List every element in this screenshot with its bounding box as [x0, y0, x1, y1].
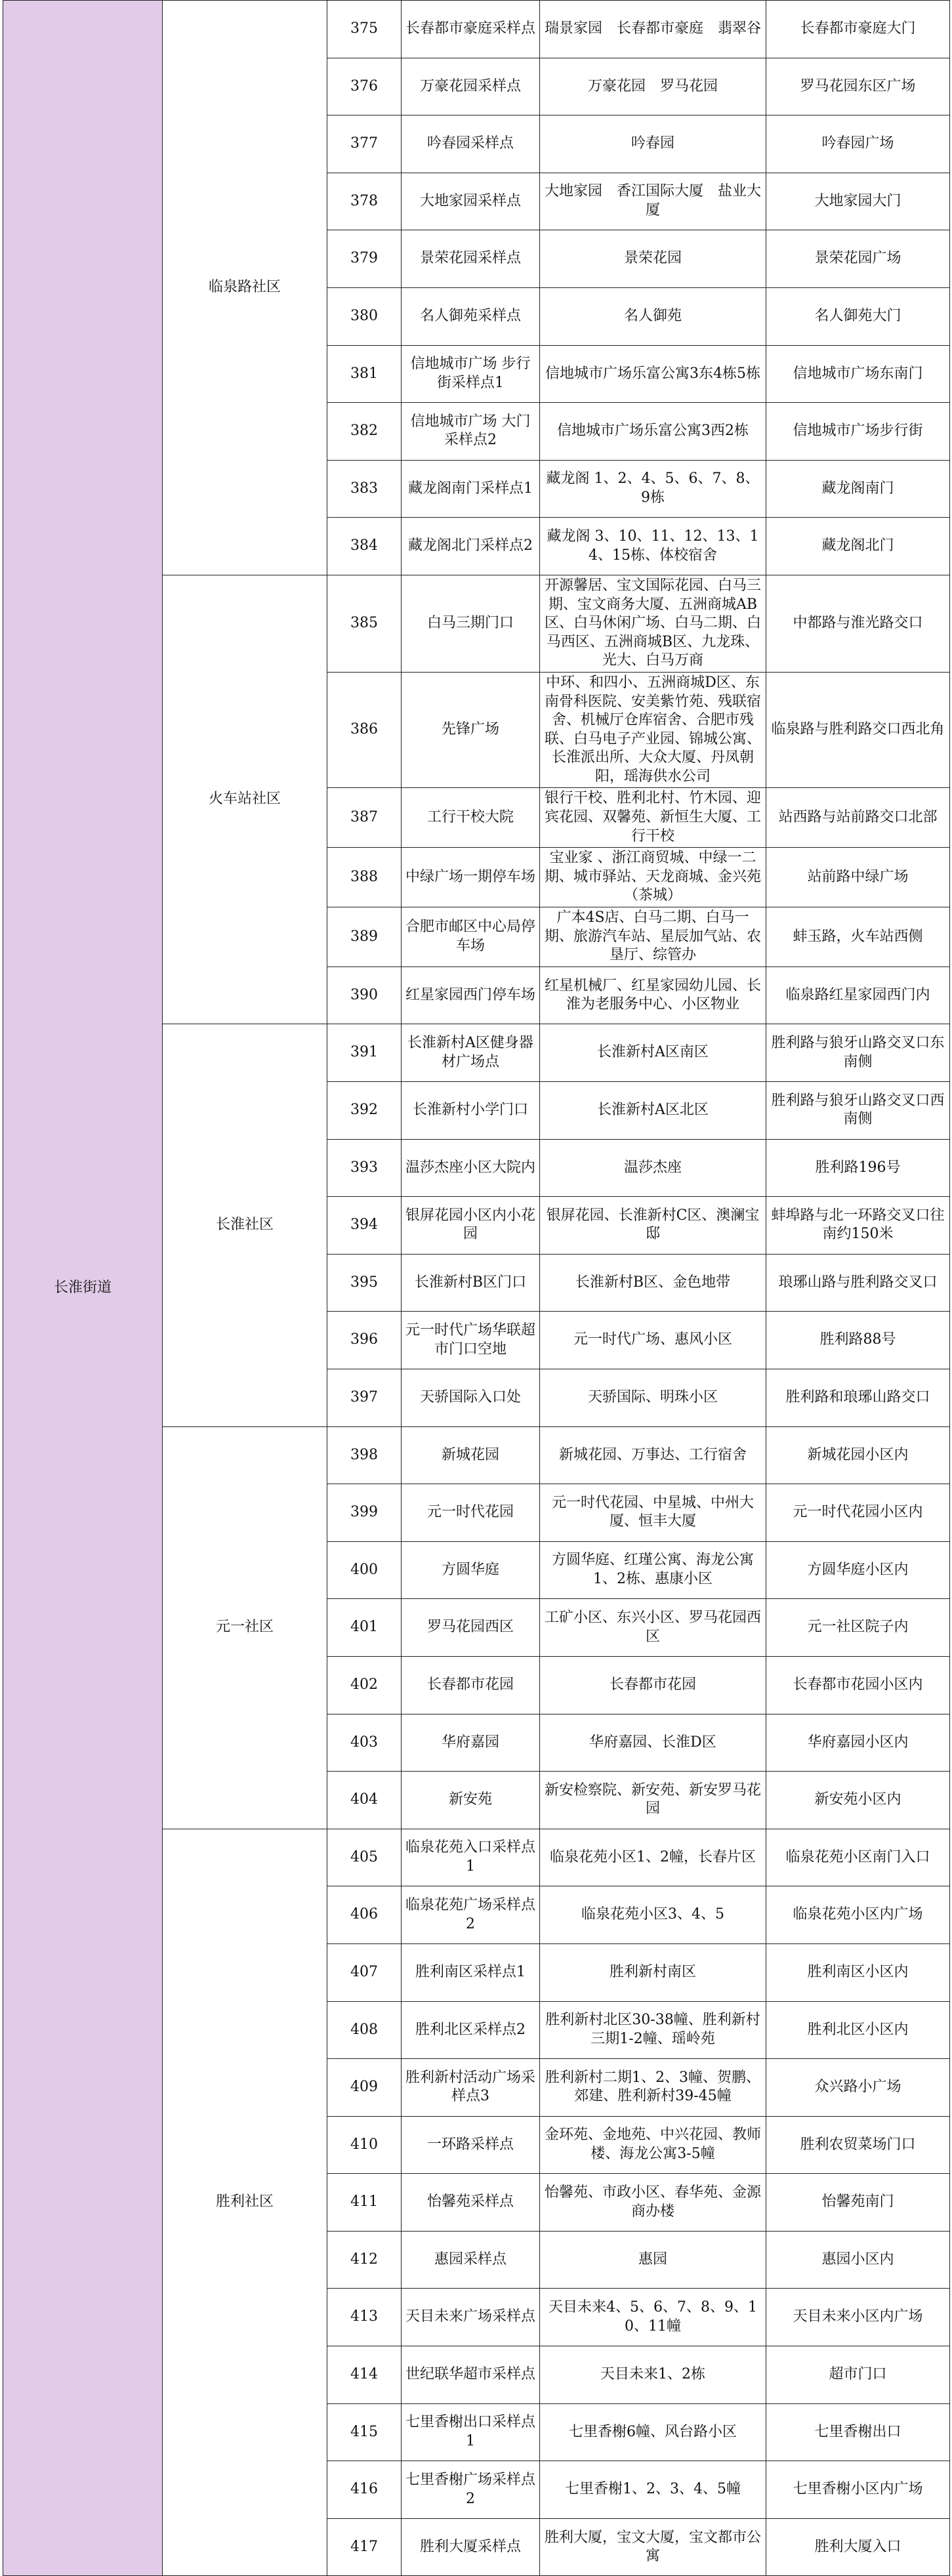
street-name-cell: 长淮街道	[3, 1, 163, 2576]
location-cell: 临泉花苑小区内广场	[766, 1886, 950, 1944]
row-number-cell: 413	[327, 2289, 402, 2346]
table-row	[3, 1, 950, 58]
location-cell: 长春都市花园小区内	[766, 1656, 950, 1714]
covered-area-cell: 万豪花园 罗马花园	[540, 58, 766, 115]
sampling-site-cell: 罗马花园西区	[402, 1599, 540, 1657]
sampling-site-cell: 景荣花园采样点	[402, 230, 540, 288]
row-number-cell: 377	[327, 115, 402, 173]
row-number-cell: 393	[327, 1139, 402, 1197]
row-number-cell: 398	[327, 1426, 402, 1484]
sampling-site-cell: 世纪联华超市采样点	[402, 2346, 540, 2404]
location-cell: 众兴路小广场	[766, 2059, 950, 2117]
location-cell: 胜利农贸菜场门口	[766, 2116, 950, 2174]
row-number-cell: 383	[327, 460, 402, 518]
row-number-cell: 406	[327, 1886, 402, 1944]
location-cell: 信地城市广场东南门	[766, 345, 950, 403]
location-cell: 胜利路和琅琊山路交口	[766, 1369, 950, 1426]
covered-area-cell: 大地家园 香江国际大厦 盐业大厦	[540, 173, 766, 230]
covered-area-cell: 长淮新村A区北区	[540, 1082, 766, 1140]
sampling-site-cell: 长淮新村小学门口	[402, 1082, 540, 1140]
row-number-cell: 401	[327, 1599, 402, 1657]
covered-area-cell: 藏龙阁 1、2、4、5、6、7、8、9栋	[540, 460, 766, 518]
covered-area-cell: 怡馨苑、市政小区、春华苑、金源商办楼	[540, 2174, 766, 2232]
location-cell: 七里香榭出口	[766, 2403, 950, 2461]
sampling-site-cell: 一环路采样点	[402, 2116, 540, 2174]
covered-area-cell: 天目未来4、5、6、7、8、9、10、11幢	[540, 2289, 766, 2346]
row-number-cell: 416	[327, 2461, 402, 2519]
sampling-site-cell: 合肥市邮区中心局停车场	[402, 907, 540, 967]
community-name-cell: 长淮社区	[163, 1024, 327, 1426]
sampling-site-cell: 长淮新村B区门口	[402, 1254, 540, 1312]
sampling-site-cell: 胜利新村活动广场采样点3	[402, 2059, 540, 2117]
covered-area-cell: 中环、和四小、五洲商城D区、东南骨科医院、安美紫竹苑、残联宿舍、机械厅仓库宿舍、合肥市残联、白马电子产业园、锦城公寓、长淮派出所、大众大厦、丹凤朝阳，瑶海供水公司	[540, 672, 766, 788]
row-number-cell: 410	[327, 2116, 402, 2174]
covered-area-cell: 天目未来1、2栋	[540, 2346, 766, 2404]
sampling-site-cell: 七里香榭出口采样点1	[402, 2403, 540, 2461]
sampling-site-cell: 信地城市广场 步行街采样点1	[402, 345, 540, 403]
covered-area-cell: 信地城市广场乐富公寓3西2栋	[540, 403, 766, 461]
location-cell: 胜利大厦入口	[766, 2518, 950, 2576]
row-number-cell: 411	[327, 2174, 402, 2232]
covered-area-cell: 信地城市广场乐富公寓3东4栋5栋	[540, 345, 766, 403]
location-cell: 新城花园小区内	[766, 1426, 950, 1484]
sampling-site-cell: 新安苑	[402, 1772, 540, 1829]
sampling-site-cell: 温莎杰座小区大院内	[402, 1139, 540, 1197]
location-cell: 临泉路红星家园西门内	[766, 966, 950, 1024]
location-cell: 中都路与淮光路交口	[766, 575, 950, 672]
row-number-cell: 400	[327, 1541, 402, 1599]
sampling-site-cell: 长春都市花园	[402, 1656, 540, 1714]
sampling-site-cell: 红星家园西门停车场	[402, 966, 540, 1024]
sampling-site-cell: 元一时代花园	[402, 1484, 540, 1542]
location-cell: 新安苑小区内	[766, 1772, 950, 1829]
location-cell: 藏龙阁南门	[766, 460, 950, 518]
sampling-site-cell: 新城花园	[402, 1426, 540, 1484]
row-number-cell: 380	[327, 287, 402, 345]
location-cell: 华府嘉园小区内	[766, 1714, 950, 1772]
covered-area-cell: 吟春园	[540, 115, 766, 173]
community-name-cell: 胜利社区	[163, 1829, 327, 2576]
location-cell: 胜利北区小区内	[766, 2001, 950, 2059]
sampling-site-cell: 名人御苑采样点	[402, 287, 540, 345]
sampling-site-cell: 天骄国际入口处	[402, 1369, 540, 1426]
location-cell: 超市门口	[766, 2346, 950, 2404]
location-cell: 罗马花园东区广场	[766, 58, 950, 115]
location-cell: 大地家园大门	[766, 173, 950, 230]
covered-area-cell: 长淮新村A区南区	[540, 1024, 766, 1082]
location-cell: 胜利南区小区内	[766, 1943, 950, 2001]
covered-area-cell: 胜利新村二期1、2、3幢、贺鹏、郊建、胜利新村39-45幢	[540, 2059, 766, 2117]
row-number-cell: 409	[327, 2059, 402, 2117]
covered-area-cell: 新城花园、万事达、工行宿舍	[540, 1426, 766, 1484]
covered-area-cell: 名人御苑	[540, 287, 766, 345]
covered-area-cell: 温莎杰座	[540, 1139, 766, 1197]
location-cell: 胜利路与狼牙山路交叉口西南侧	[766, 1082, 950, 1140]
row-number-cell: 405	[327, 1829, 402, 1886]
row-number-cell: 397	[327, 1369, 402, 1426]
sampling-site-cell: 先锋广场	[402, 672, 540, 788]
row-number-cell: 412	[327, 2231, 402, 2289]
covered-area-cell: 华府嘉园、长淮D区	[540, 1714, 766, 1772]
sampling-site-cell: 临泉花苑广场采样点2	[402, 1886, 540, 1944]
location-cell: 琅琊山路与胜利路交叉口	[766, 1254, 950, 1312]
row-number-cell: 396	[327, 1312, 402, 1369]
location-cell: 信地城市广场步行街	[766, 403, 950, 461]
covered-area-cell: 方圆华庭、红瑾公寓、海龙公寓1、2栋、惠康小区	[540, 1541, 766, 1599]
covered-area-cell: 胜利新村北区30-38幢、胜利新村三期1-2幢、瑶岭苑	[540, 2001, 766, 2059]
row-number-cell: 386	[327, 672, 402, 788]
covered-area-cell: 金环苑、金地苑、中兴花园、教师楼、海龙公寓3-5幢	[540, 2116, 766, 2174]
covered-area-cell: 临泉花苑小区3、4、5	[540, 1886, 766, 1944]
location-cell: 怡馨苑南门	[766, 2174, 950, 2232]
row-number-cell: 408	[327, 2001, 402, 2059]
location-cell: 蚌埠路与北一环路交叉口往南约150米	[766, 1197, 950, 1255]
row-number-cell: 382	[327, 403, 402, 461]
location-cell: 胜利路与狼牙山路交叉口东南侧	[766, 1024, 950, 1082]
location-cell: 元一时代花园小区内	[766, 1484, 950, 1542]
row-number-cell: 379	[327, 230, 402, 288]
sampling-site-cell: 大地家园采样点	[402, 173, 540, 230]
location-cell: 站西路与站前路交口北部	[766, 788, 950, 848]
covered-area-cell: 藏龙阁 3、10、11、12、13、14、15栋、体校宿舍	[540, 518, 766, 575]
row-number-cell: 399	[327, 1484, 402, 1542]
location-cell: 天目未来小区内广场	[766, 2289, 950, 2346]
community-name-cell: 元一社区	[163, 1426, 327, 1829]
sampling-site-cell: 信地城市广场 大门采样点2	[402, 403, 540, 461]
row-number-cell: 391	[327, 1024, 402, 1082]
covered-area-cell: 临泉花苑小区1、2幢，长春片区	[540, 1829, 766, 1886]
sampling-site-cell: 惠园采样点	[402, 2231, 540, 2289]
covered-area-cell: 广本4S店、白马二期、白马一期、旅游汽车站、星辰加气站、农垦厅、综管办	[540, 907, 766, 967]
sampling-site-cell: 方圆华庭	[402, 1541, 540, 1599]
sampling-site-cell: 藏龙阁南门采样点1	[402, 460, 540, 518]
sampling-site-cell: 中绿广场一期停车场	[402, 848, 540, 907]
community-name-cell: 临泉路社区	[163, 1, 327, 575]
sampling-site-cell: 胜利南区采样点1	[402, 1943, 540, 2001]
sampling-site-cell: 华府嘉园	[402, 1714, 540, 1772]
row-number-cell: 387	[327, 788, 402, 848]
sampling-site-cell: 胜利大厦采样点	[402, 2518, 540, 2576]
covered-area-cell: 七里香榭1、2、3、4、5幢	[540, 2461, 766, 2519]
location-cell: 长春都市豪庭大门	[766, 1, 950, 58]
covered-area-cell: 天骄国际、明珠小区	[540, 1369, 766, 1426]
sampling-site-cell: 元一时代广场华联超市门口空地	[402, 1312, 540, 1369]
covered-area-cell: 惠园	[540, 2231, 766, 2289]
sampling-site-cell: 万豪花园采样点	[402, 58, 540, 115]
row-number-cell: 385	[327, 575, 402, 672]
covered-area-cell: 红星机械厂、红星家园幼儿园、长淮为老服务中心、小区物业	[540, 966, 766, 1024]
row-number-cell: 414	[327, 2346, 402, 2404]
row-number-cell: 389	[327, 907, 402, 967]
location-cell: 站前路中绿广场	[766, 848, 950, 907]
sampling-site-cell: 白马三期门口	[402, 575, 540, 672]
row-number-cell: 394	[327, 1197, 402, 1255]
covered-area-cell: 工矿小区、东兴小区、罗马花园西区	[540, 1599, 766, 1657]
row-number-cell: 392	[327, 1082, 402, 1140]
community-name-cell: 火车站社区	[163, 575, 327, 1024]
row-number-cell: 376	[327, 58, 402, 115]
row-number-cell: 417	[327, 2518, 402, 2576]
sampling-site-cell: 临泉花苑入口采样点1	[402, 1829, 540, 1886]
location-cell: 七里香榭小区内广场	[766, 2461, 950, 2519]
sampling-site-cell: 怡馨苑采样点	[402, 2174, 540, 2232]
covered-area-cell: 长春都市花园	[540, 1656, 766, 1714]
covered-area-cell: 元一时代花园、中星城、中州大厦、恒丰大厦	[540, 1484, 766, 1542]
row-number-cell: 402	[327, 1656, 402, 1714]
covered-area-cell: 七里香榭6幢、风台路小区	[540, 2403, 766, 2461]
sampling-site-cell: 长淮新村A区健身器材广场点	[402, 1024, 540, 1082]
sampling-sites-table	[3, 0, 950, 2576]
sampling-site-cell: 藏龙阁北门采样点2	[402, 518, 540, 575]
sampling-site-cell: 胜利北区采样点2	[402, 2001, 540, 2059]
table-body	[3, 1, 950, 2576]
location-cell: 胜利路196号	[766, 1139, 950, 1197]
covered-area-cell: 胜利新村南区	[540, 1943, 766, 2001]
location-cell: 临泉花苑小区南门入口	[766, 1829, 950, 1886]
location-cell: 方圆华庭小区内	[766, 1541, 950, 1599]
location-cell: 临泉路与胜利路交口西北角	[766, 672, 950, 788]
sampling-site-cell: 吟春园采样点	[402, 115, 540, 173]
location-cell: 吟春园广场	[766, 115, 950, 173]
row-number-cell: 404	[327, 1772, 402, 1829]
covered-area-cell: 银屏花园、长淮新村C区、澳澜宝邸	[540, 1197, 766, 1255]
row-number-cell: 384	[327, 518, 402, 575]
covered-area-cell: 胜利大厦，宝文大厦，宝文都市公寓	[540, 2518, 766, 2576]
row-number-cell: 375	[327, 1, 402, 58]
covered-area-cell: 新安检察院、新安苑、新安罗马花园	[540, 1772, 766, 1829]
sampling-site-cell: 银屏花园小区内小花园	[402, 1197, 540, 1255]
covered-area-cell: 瑞景家园 长春都市豪庭 翡翠谷	[540, 1, 766, 58]
row-number-cell: 381	[327, 345, 402, 403]
covered-area-cell: 宝业家 、浙江商贸城、中绿一二期、城市驿站、天龙商城、金兴苑（茶城）	[540, 848, 766, 907]
location-cell: 名人御苑大门	[766, 287, 950, 345]
sampling-site-cell: 工行干校大院	[402, 788, 540, 848]
location-cell: 胜利路88号	[766, 1312, 950, 1369]
row-number-cell: 395	[327, 1254, 402, 1312]
sampling-site-cell: 七里香榭广场采样点2	[402, 2461, 540, 2519]
location-cell: 蚌玉路，火车站西侧	[766, 907, 950, 967]
location-cell: 景荣花园广场	[766, 230, 950, 288]
row-number-cell: 407	[327, 1943, 402, 2001]
sampling-site-cell: 天目未来广场采样点	[402, 2289, 540, 2346]
sampling-site-cell: 长春都市豪庭采样点	[402, 1, 540, 58]
row-number-cell: 378	[327, 173, 402, 230]
covered-area-cell: 开源馨居、宝文国际花园、白马三期、宝文商务大厦、五洲商城AB区、白马休闲广场、白马二期、白马西区、五洲商城B区、九龙珠、光大、白马万商	[540, 575, 766, 672]
row-number-cell: 388	[327, 848, 402, 907]
covered-area-cell: 长淮新村B区、金色地带	[540, 1254, 766, 1312]
row-number-cell: 403	[327, 1714, 402, 1772]
row-number-cell: 390	[327, 966, 402, 1024]
covered-area-cell: 银行干校、胜利北村、竹木园、迎宾花园、双馨苑、新恒生大厦、工行干校	[540, 788, 766, 848]
location-cell: 惠园小区内	[766, 2231, 950, 2289]
covered-area-cell: 景荣花园	[540, 230, 766, 288]
location-cell: 藏龙阁北门	[766, 518, 950, 575]
covered-area-cell: 元一时代广场、惠风小区	[540, 1312, 766, 1369]
row-number-cell: 415	[327, 2403, 402, 2461]
location-cell: 元一社区院子内	[766, 1599, 950, 1657]
